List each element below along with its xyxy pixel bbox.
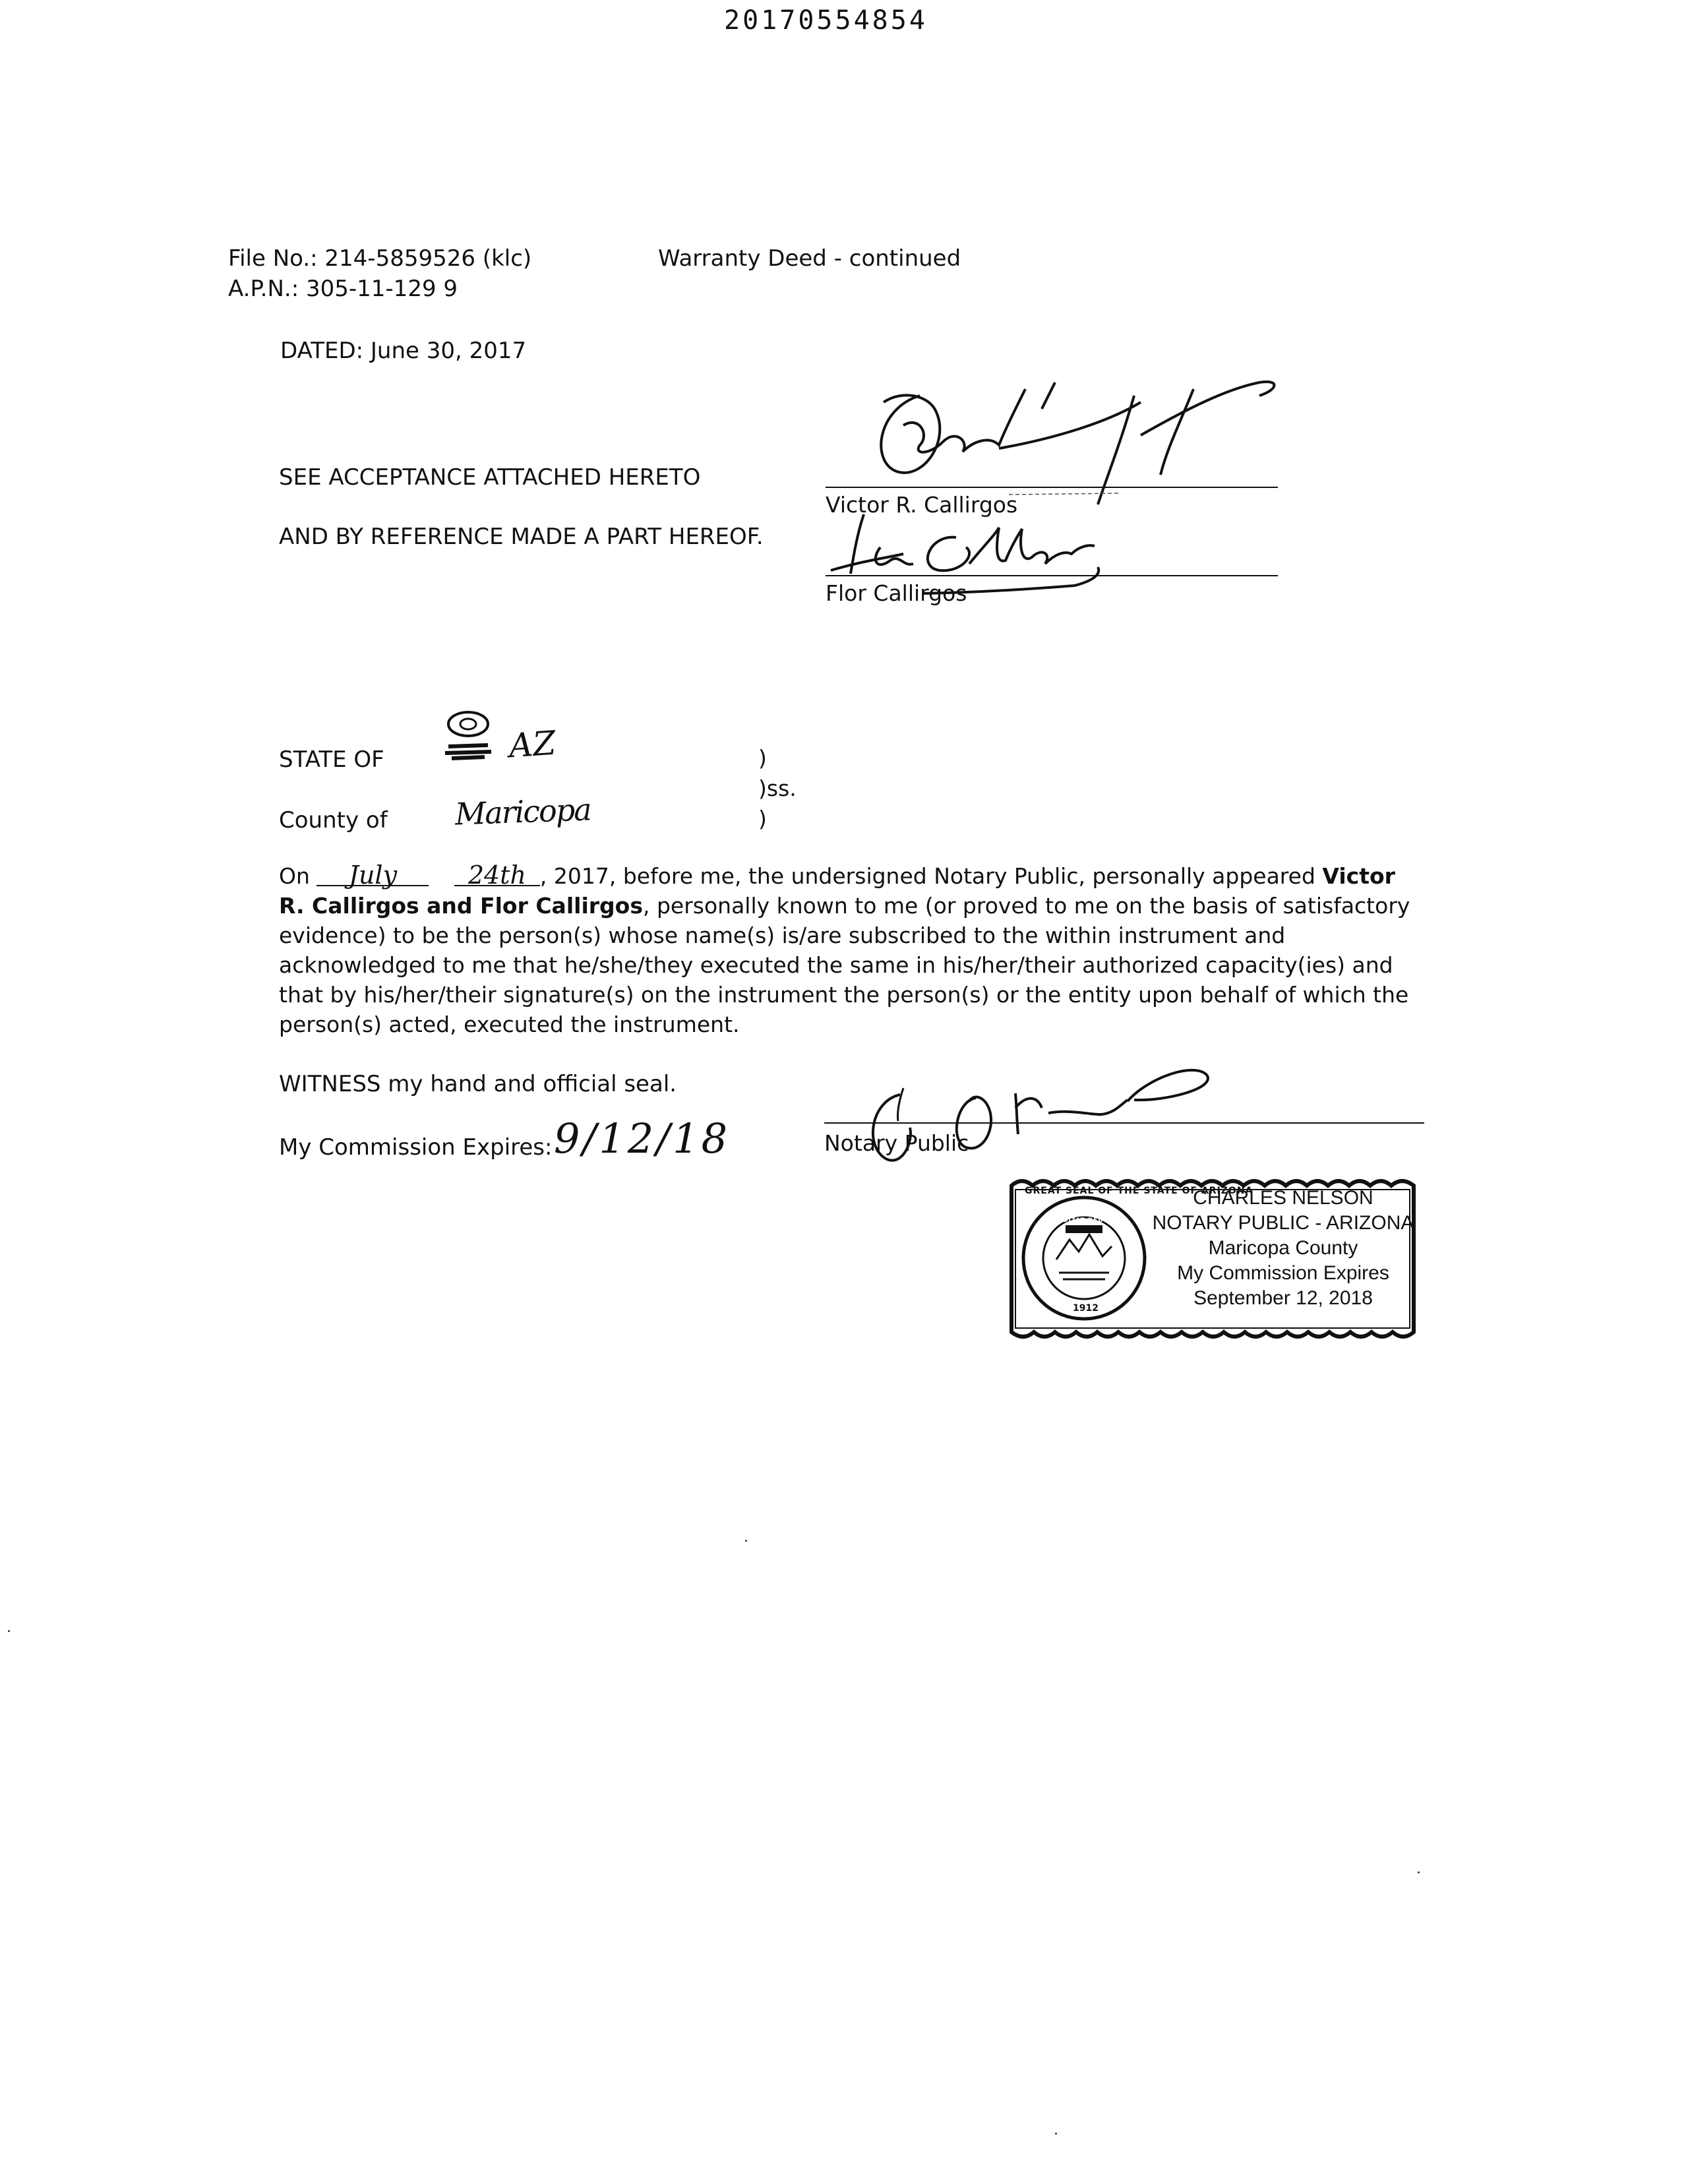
document-title: Warranty Deed - continued — [658, 245, 961, 272]
state-label: STATE OF — [279, 746, 384, 773]
commission-label: My Commission Expires: — [279, 1134, 553, 1161]
ack-names: Victor R. Callirgos and Flor Callirgos — [279, 863, 1395, 919]
seal-ring-text: GREAT SEAL OF THE STATE OF ARIZONA — [1025, 1186, 1253, 1196]
stamp-notary-name: CHARLES NELSON — [1193, 1187, 1373, 1209]
seal-motto: DITAT DEUS — [1063, 1217, 1109, 1224]
ack-text-1: , 2017, before me, the undersigned Notary Public, personally appeared — [539, 863, 1323, 889]
stamp-notary-title: NOTARY PUBLIC - ARIZONA — [1152, 1212, 1414, 1234]
victor-signature — [857, 363, 1319, 514]
scan-speck — [1055, 2133, 1057, 2135]
stamp-expires-label: My Commission Expires — [1177, 1262, 1389, 1284]
apn: A.P.N.: 305-11-129 9 — [228, 276, 458, 302]
signer-victor-name: Victor R. Callirgos — [826, 492, 1018, 518]
witness-line: WITNESS my hand and official seal. — [279, 1071, 677, 1097]
signer-flor-name: Flor Callirgos — [826, 580, 967, 606]
stamp-expires-date: September 12, 2018 — [1193, 1287, 1373, 1309]
county-label: County of — [279, 807, 388, 834]
stamp-county: Maricopa County — [1208, 1237, 1358, 1259]
dated-line: DATED: June 30, 2017 — [280, 338, 527, 364]
stamp-text — [1151, 1186, 1415, 1311]
scan-speck — [8, 1630, 10, 1632]
notary-stamp — [1000, 1174, 1426, 1345]
state-value: AZ — [508, 723, 557, 766]
scan-speck — [745, 1540, 747, 1542]
commission-expires-value: 9/12/18 — [554, 1114, 731, 1163]
ack-on: On — [279, 863, 310, 889]
acceptance-line-1: SEE ACCEPTANCE ATTACHED HERETO — [279, 464, 701, 491]
notary-signature — [851, 1048, 1246, 1180]
county-value: Maricopa — [454, 791, 591, 832]
acceptance-line-2: AND BY REFERENCE MADE A PART HEREOF. — [279, 524, 764, 550]
state-strikeout-mark — [435, 706, 508, 765]
ack-month: July — [316, 865, 429, 886]
paren-top: ) — [758, 745, 767, 771]
seal-year: 1912 — [1073, 1303, 1099, 1314]
document-number: 20170554854 — [724, 5, 928, 36]
scan-speck — [1418, 1871, 1420, 1873]
paren-ss: )ss. — [758, 775, 797, 801]
notary-public-label: Notary Public — [824, 1130, 969, 1156]
acknowledgment-paragraph — [279, 861, 1426, 1039]
paren-bottom: ) — [758, 806, 767, 832]
file-number: File No.: 214-5859526 (klc) — [228, 245, 532, 272]
ack-text-2: , personally known to me (or proved to me on the basis of satisfactory evidence) to be the person(s) whose name(s) is/are subscribed to the within instrument and acknowledged to me that he/she/they executed the same in his/her/their authorized capacity(ies) and that by his/her/their signature(s) on the instrument the person(s) or the entity upon behalf of which the person(s) acted, executed the instrument. — [279, 893, 1410, 1037]
ack-day: 24th — [454, 865, 540, 886]
flor-signature — [824, 508, 1128, 607]
